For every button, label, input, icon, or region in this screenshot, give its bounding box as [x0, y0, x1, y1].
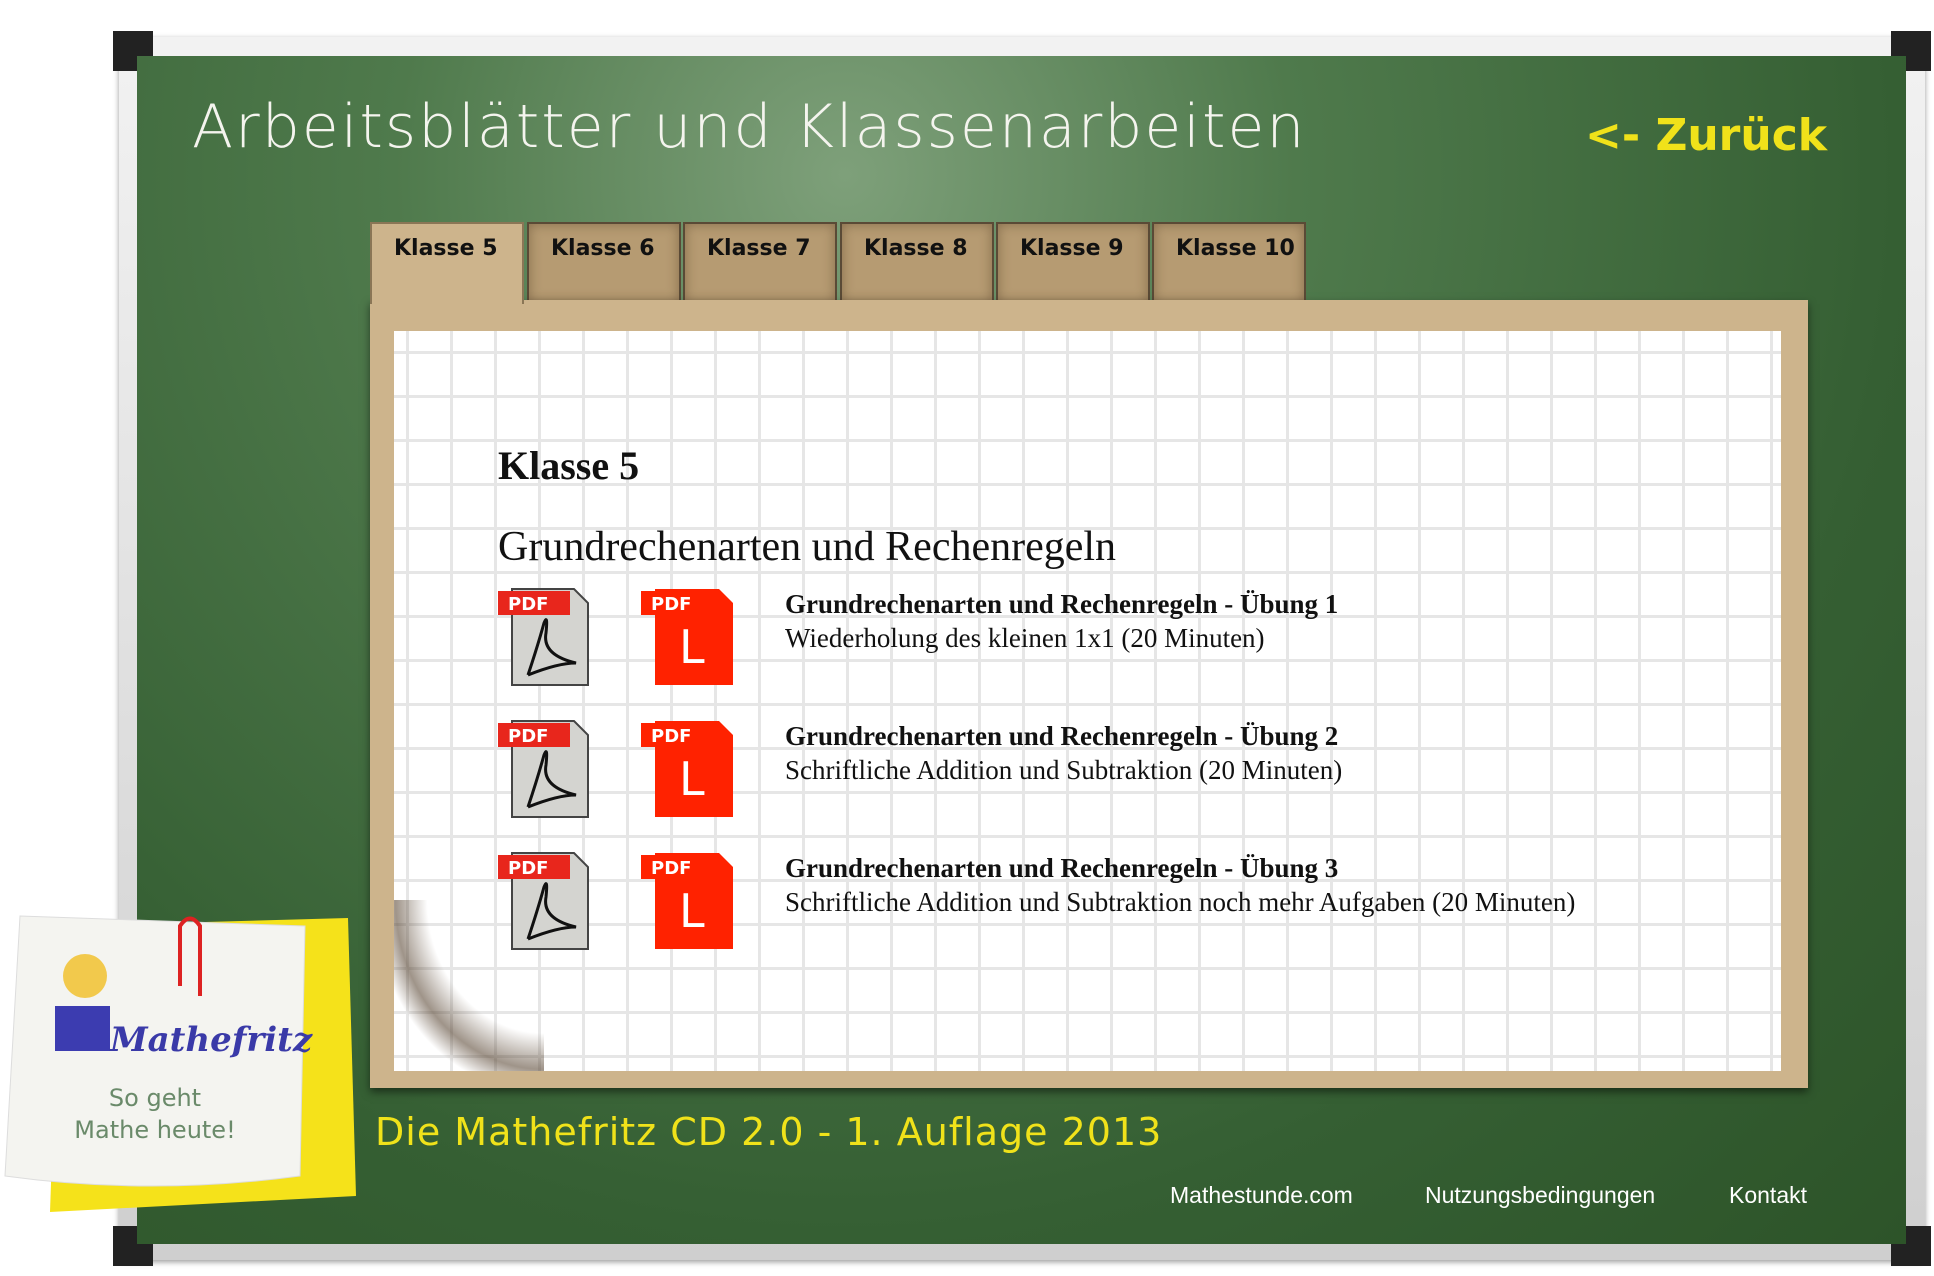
worksheet-description: Schriftliche Addition und Subtraktion (20 Minuten)	[785, 755, 1343, 785]
svg-text:PDF: PDF	[651, 594, 692, 615]
worksheet-item	[498, 849, 1748, 981]
svg-text:L: L	[679, 752, 705, 806]
tab-klasse-8[interactable]: Klasse 8	[840, 222, 994, 302]
worksheet-item	[498, 717, 1748, 849]
svg-text:L: L	[679, 620, 705, 674]
pdf-solution-icon[interactable]	[641, 849, 733, 951]
tab-klasse-5[interactable]: Klasse 5	[370, 222, 524, 304]
pdf-solution-icon[interactable]	[641, 585, 733, 687]
back-link[interactable]: <- Zurück	[1585, 110, 1828, 161]
svg-text:So geht: So geht	[108, 1084, 202, 1112]
worksheet-description: Wiederholung des kleinen 1x1 (20 Minuten)	[785, 623, 1265, 653]
worksheet-description: Schriftliche Addition und Subtraktion noch mehr Aufgaben (20 Minuten)	[785, 887, 1576, 917]
link-mathestunde[interactable]: Mathestunde.com	[1170, 1182, 1353, 1208]
pdf-worksheet-icon[interactable]	[498, 849, 590, 951]
class-heading: Klasse 5	[498, 443, 640, 488]
link-kontakt[interactable]: Kontakt	[1729, 1182, 1807, 1208]
pdf-worksheet-icon[interactable]	[498, 717, 590, 819]
svg-text:Mathe heute!: Mathe heute!	[74, 1116, 236, 1144]
svg-text:PDF: PDF	[508, 594, 549, 615]
worksheet-text	[785, 719, 1342, 787]
tab-klasse-6[interactable]: Klasse 6	[527, 222, 681, 302]
footer-tagline: Die Mathefritz CD 2.0 - 1. Auflage 2013	[375, 1110, 1163, 1154]
tab-klasse-7[interactable]: Klasse 7	[683, 222, 837, 302]
worksheet-title[interactable]: Grundrechenarten und Rechenregeln - Übung 3	[785, 853, 1339, 883]
page-title: Arbeitsblätter und Klassenarbeiten	[192, 92, 1307, 162]
worksheet-title[interactable]: Grundrechenarten und Rechenregeln - Übung 1	[785, 589, 1339, 619]
svg-text:Mathefritz: Mathefritz	[110, 1020, 313, 1060]
mathefritz-logo-note[interactable]	[0, 906, 356, 1212]
svg-text:L: L	[679, 884, 705, 938]
worksheet-list[interactable]	[498, 420, 1748, 991]
svg-text:PDF: PDF	[508, 726, 549, 747]
worksheet-title[interactable]: Grundrechenarten und Rechenregeln - Übung 2	[785, 721, 1339, 751]
mathefritz-logo	[0, 906, 356, 1212]
pdf-solution-icon[interactable]	[641, 717, 733, 819]
worksheet-item	[498, 585, 1748, 717]
worksheet-text	[785, 587, 1338, 655]
svg-text:PDF: PDF	[508, 858, 549, 879]
tab-klasse-9[interactable]: Klasse 9	[996, 222, 1150, 302]
svg-text:PDF: PDF	[651, 726, 692, 747]
tab-klasse-10[interactable]: Klasse 10	[1152, 222, 1306, 302]
pdf-worksheet-icon[interactable]	[498, 585, 590, 687]
worksheet-text	[785, 851, 1575, 919]
svg-text:PDF: PDF	[651, 858, 692, 879]
link-nutzungsbedingungen[interactable]: Nutzungsbedingungen	[1425, 1182, 1656, 1208]
section-heading: Grundrechenarten und Rechenregeln	[498, 524, 1117, 570]
